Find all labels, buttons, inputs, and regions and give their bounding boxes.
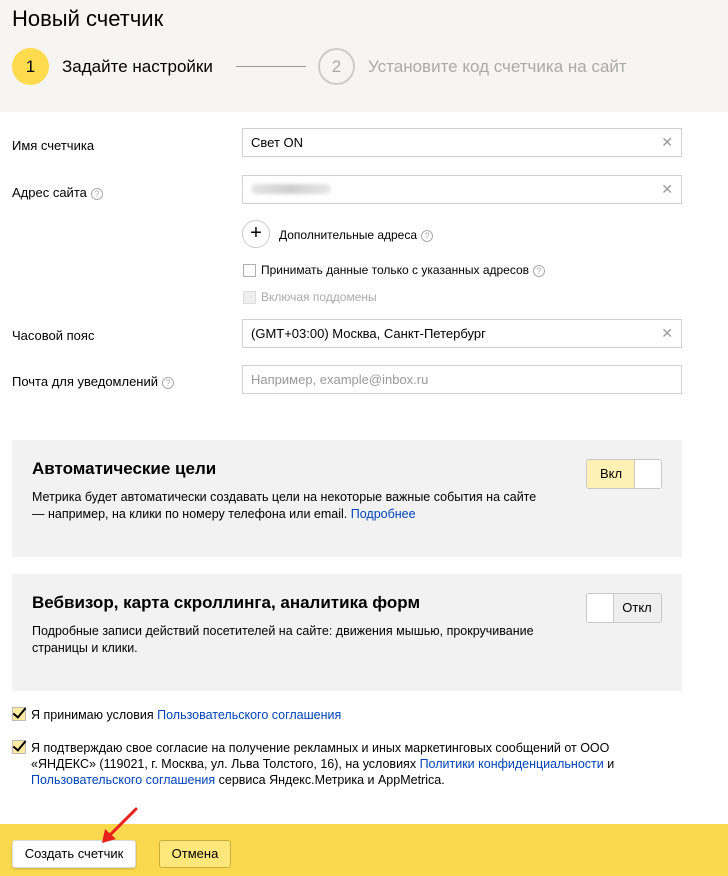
step-2-label: Установите код счетчика на сайт	[368, 57, 627, 76]
timezone-value: (GMT+03:00) Москва, Санкт-Петербург	[251, 326, 486, 341]
webvisor-panel	[12, 574, 682, 691]
page-title: Новый счетчик	[12, 6, 164, 31]
step-divider	[236, 66, 306, 67]
consent-checkbox[interactable]	[12, 740, 26, 754]
counter-name-value: Свет ON	[251, 135, 304, 150]
webvisor-text: Подробные записи действий посетителей на сайте: движения мышью, прокручивание страницы и клики.	[32, 624, 534, 655]
more-link[interactable]: Подробнее	[350, 507, 416, 521]
toggle-on-label: Вкл	[587, 460, 635, 488]
accept-only-checkbox[interactable]	[243, 264, 256, 277]
toggle-off-label: Откл	[613, 594, 661, 622]
consent-and: и	[607, 757, 615, 771]
accept-only-label: Принимать данные только с указанных адресов	[261, 263, 530, 277]
auto-goals-title: Автоматические цели	[32, 459, 217, 478]
help-icon[interactable]: ?	[421, 230, 433, 242]
webvisor-title: Вебвизор, карта скроллинга, аналитика форм	[32, 593, 421, 612]
add-address-button[interactable]: +	[242, 220, 270, 248]
cancel-button[interactable]: Отмена	[159, 840, 231, 868]
accept-only-row	[261, 263, 545, 277]
email-label-row	[12, 374, 174, 389]
auto-goals-toggle[interactable]	[586, 459, 662, 489]
terms-text: Я принимаю условия	[31, 708, 154, 722]
step-2-indicator: 2	[318, 48, 355, 85]
auto-goals-panel	[12, 440, 682, 557]
header	[0, 0, 728, 112]
consent-text: Я подтверждаю свое согласие на получение рекламных и иных маркетинговых сообщений от ООО «ЯНДЕКС» (119021, г. Москва, ул. Льва Толстого, 16), на условиях	[31, 741, 610, 771]
help-icon[interactable]: ?	[162, 377, 174, 389]
email-placeholder: Например, example@inbox.ru	[251, 372, 429, 387]
counter-name-input[interactable]	[242, 128, 682, 157]
clear-icon[interactable]: ✕	[661, 134, 673, 150]
site-address-label-row	[12, 185, 103, 200]
include-subdomains-label: Включая поддомены	[261, 290, 377, 304]
user-agreement-link-2[interactable]: Пользовательского соглашения	[31, 773, 216, 787]
auto-goals-text	[32, 489, 552, 523]
auto-goals-description: Метрика будет автоматически создавать цели на некоторые важные события на сайте — например, на клики по номеру телефона или email.	[32, 490, 537, 521]
consent-row	[31, 740, 651, 788]
timezone-select[interactable]	[242, 319, 682, 348]
terms-checkbox[interactable]	[12, 707, 26, 721]
timezone-label: Часовой пояс	[12, 328, 95, 343]
create-counter-button[interactable]: Создать счетчик	[12, 840, 136, 868]
email-field[interactable]	[242, 365, 682, 394]
clear-icon[interactable]: ✕	[661, 181, 673, 197]
red-arrow-annotation	[96, 806, 140, 846]
help-icon[interactable]: ?	[533, 265, 545, 277]
additional-addresses-label: Дополнительные адреса	[279, 228, 418, 242]
email-label: Почта для уведомлений	[12, 374, 159, 389]
webvisor-toggle[interactable]	[586, 593, 662, 623]
step-1-label: Задайте настройки	[62, 57, 213, 76]
counter-name-label: Имя счетчика	[12, 138, 95, 153]
user-agreement-link[interactable]: Пользовательского соглашения	[157, 708, 342, 722]
site-address-label: Адрес сайта	[12, 185, 87, 200]
consent-text-end: сервиса Яндекс.Метрика и AppMetrica.	[218, 773, 445, 787]
toggle-knob	[634, 460, 661, 488]
step-1-indicator: 1	[12, 48, 49, 85]
help-icon[interactable]: ?	[91, 188, 103, 200]
toggle-knob	[587, 594, 614, 622]
clear-icon[interactable]: ✕	[661, 325, 673, 341]
terms-row	[31, 707, 341, 723]
blurred-site-address	[251, 184, 331, 194]
privacy-policy-link[interactable]: Политики конфиденциальности	[419, 757, 604, 771]
site-address-input[interactable]	[242, 175, 682, 204]
additional-addresses-row[interactable]	[279, 228, 433, 242]
include-subdomains-checkbox[interactable]	[243, 291, 256, 304]
